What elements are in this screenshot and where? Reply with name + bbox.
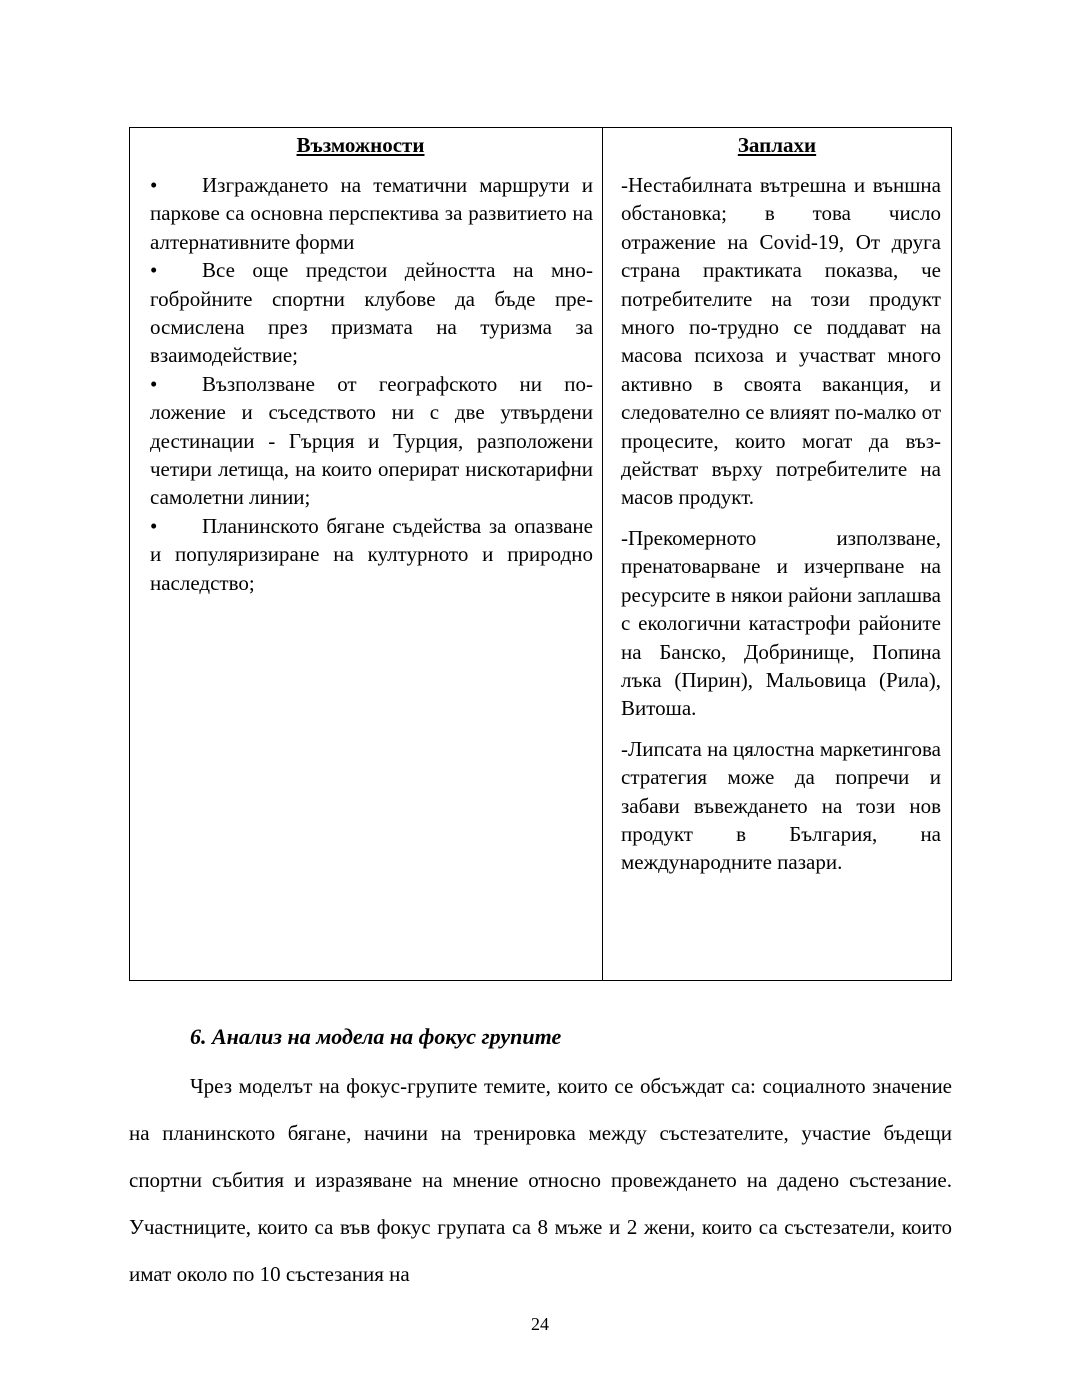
swot-table xyxy=(129,127,952,981)
opportunities-header: Възможности xyxy=(296,133,425,157)
threats-header: Заплахи xyxy=(737,133,817,157)
opportunities-column xyxy=(130,128,603,980)
section-title: 6. Анализ на модела на фокус групите xyxy=(190,1024,562,1049)
opportunity-item: • Планинското бягане съдейства за опазване и популяризиране на културното и природно наследство; xyxy=(150,512,593,597)
opportunity-item: • Възползване от географското ни положение и съседството ни с две утвърдени дестинации - Гърция и Турция, разположени четири летища, на които оперират нискотарифни самолетни линии; xyxy=(150,370,593,512)
threat-item: -Нестабилната вътрешна и външна обстановка; в това число отражение на Covid-19, От друга страна практиката показва, че потребителите на този продукт много по-трудно се поддават на масова психоза и участват много активно в своята ваканция, и следователно се влияят по-малко от процесите, които могат да въздействат върху потребителите на масов продукт. xyxy=(621,173,941,510)
threat-item: -Прекомерното използване, пренатоварване и изчерпване на ресурсите в някои райони заплашва с екологични катастрофи районите на Банско, Добринище, Попина лъка (Пирин), Мальовица (Рила), Витоша. xyxy=(621,525,941,721)
opportunity-item: • Изграждането на тематични маршрути и паркове са основна перспектива за развитието на алтернативните форми xyxy=(150,171,593,256)
body-paragraph: Чрез моделът на фокус-групите темите, които се обсъждат са: социалното значение на планинското бягане, начини на тренировка между състезателите, участие бъдещи спортни събития и изразяване на мнение относно провеждането на дадено състезание. Участниците, които са във фокус групата са 8 мъже и 2 жени, които са състезатели, които имат около по 10 състезания на xyxy=(129,1074,952,1286)
opportunities-list xyxy=(150,171,593,597)
opportunity-item: • Все още предстои дейността на многобройните спортни клубове да бъде преосмислена през призмата на туризма за взаимодействие; xyxy=(150,256,593,370)
threat-item: -Липсата на цялостна маркетингова стратегия може да попречи и забави въвеждането на този нов продукт в България, на международните пазари. xyxy=(621,736,941,875)
page-number: 24 xyxy=(531,1314,549,1334)
threats-column xyxy=(603,128,951,980)
